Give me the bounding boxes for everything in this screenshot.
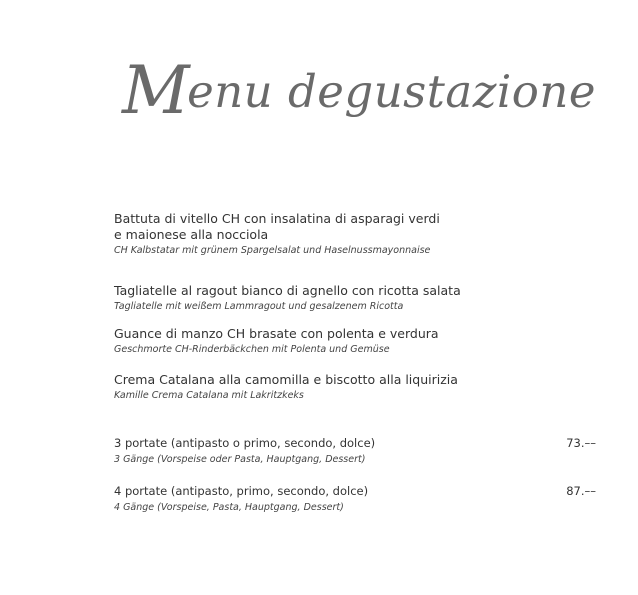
price-value: 73.–– xyxy=(566,436,596,450)
price-option-it: 3 portate (antipasto o primo, secondo, dolce) xyxy=(114,436,376,450)
course-item xyxy=(114,283,534,314)
title-initial: M xyxy=(121,52,191,129)
price-option-de: 4 Gänge (Vorspeise, Pasta, Hauptgang, Dessert) xyxy=(114,502,344,513)
price-row xyxy=(114,436,596,467)
course-name-de: Geschmorte CH-Rinderbäckchen mit Polenta und Gemüse xyxy=(114,344,390,355)
course-name-it: Tagliatelle al ragout bianco di agnello con ricotta salata xyxy=(114,283,461,298)
price-option-de: 3 Gänge (Vorspeise oder Pasta, Hauptgang, Dessert) xyxy=(114,454,366,465)
course-name-de: CH Kalbstatar mit grünem Spargelsalat und Haselnussmayonnaise xyxy=(114,245,431,256)
title-rest: enu degustazione xyxy=(187,65,596,118)
course-name-it: Guance di manzo CH brasate con polenta e verdura xyxy=(114,326,439,341)
course-item xyxy=(114,372,534,403)
course-name-de: Kamille Crema Catalana mit Lakritzkeks xyxy=(114,390,304,401)
price-row xyxy=(114,484,596,515)
course-item xyxy=(114,326,534,357)
course-name-de: Tagliatelle mit weißem Lammragout und gesalzenem Ricotta xyxy=(114,301,404,312)
price-value: 87.–– xyxy=(566,484,596,498)
course-item xyxy=(114,211,534,258)
course-name-it: Battuta di vitello CH con insalatina di asparagi verdi xyxy=(114,211,440,226)
page-title xyxy=(122,52,596,129)
price-option-it: 4 portate (antipasto, primo, secondo, dolce) xyxy=(114,484,369,498)
course-name-it-cont: e maionese alla nocciola xyxy=(114,227,269,242)
course-name-it: Crema Catalana alla camomilla e biscotto alla liquirizia xyxy=(114,372,458,387)
